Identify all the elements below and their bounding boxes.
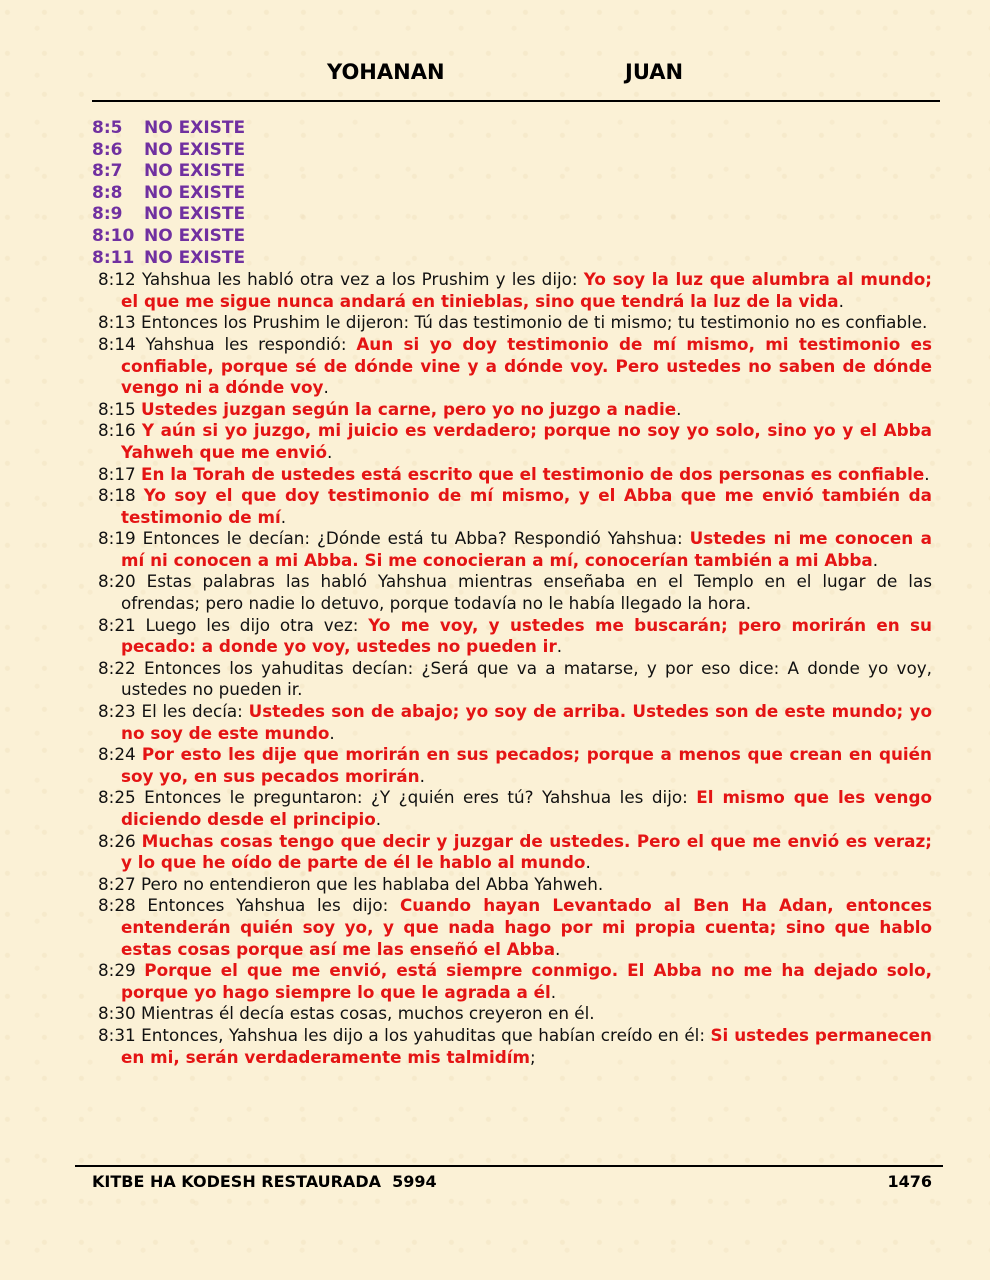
scripture-body bbox=[92, 118, 932, 1068]
verse-words-of-yahshua: Y aún si yo juzgo, mi juicio es verdadero; porque no soy yo solo, sino yo y el Abba Yahweh que me envió bbox=[121, 420, 932, 462]
verse-punctuation: . bbox=[550, 981, 557, 1002]
verse-punctuation: . bbox=[419, 765, 425, 786]
verse-note: NO EXISTE bbox=[144, 161, 246, 182]
verse-narration: 8:22 Entonces los yahuditas decían: ¿Será que va a matarse, y por eso dice: A donde yo voy, ustedes no pueden ir. bbox=[98, 657, 932, 700]
verse-no-existe bbox=[92, 226, 932, 248]
verse-words-of-yahshua: Cuando hayan Levantado al Ben Ha Adan, entonces entenderán quién soy yo, y que nada hago por mi propia cuenta; sino que hablo estas cosas porque así me las enseñó el Abba bbox=[121, 895, 932, 959]
verse-punctuation: . bbox=[280, 506, 287, 527]
footer-rule bbox=[75, 1165, 943, 1167]
verse-no-existe bbox=[92, 118, 932, 140]
verse-punctuation: . bbox=[676, 398, 682, 419]
footer-edition-title: KITBE HA KODESH RESTAURADA 5994 bbox=[92, 1172, 437, 1191]
verse-no-existe bbox=[92, 161, 932, 183]
verse-narration: 8:26 bbox=[98, 830, 142, 851]
verse-narration: 8:31 Entonces, Yahshua les dijo a los yahuditas que habían creído en él: bbox=[98, 1024, 711, 1045]
verse-punctuation: . bbox=[556, 636, 563, 657]
verse-8-20 bbox=[92, 571, 932, 614]
verse-8-14 bbox=[92, 334, 932, 399]
header-rule bbox=[92, 100, 940, 102]
verse-ref: 8:11 bbox=[92, 247, 135, 268]
verse-narration: 8:14 Yahshua les respondió: bbox=[98, 333, 357, 354]
verse-8-18 bbox=[92, 485, 932, 528]
verse-words-of-yahshua: Ustedes son de abajo; yo soy de arriba. Ustedes son de este mundo; yo no soy de este mundo bbox=[121, 701, 932, 743]
verse-words-of-yahshua: En la Torah de ustedes está escrito que el testimonio de dos personas es confiable bbox=[141, 463, 925, 484]
verse-words-of-yahshua: Yo soy la luz que alumbra al mundo; el que me sigue nunca andará en tinieblas, sino que tendrá la luz de la vida bbox=[121, 269, 932, 311]
verse-narration: 8:17 bbox=[98, 463, 142, 484]
verse-8-28 bbox=[92, 895, 932, 960]
verse-words-of-yahshua: Muchas cosas tengo que decir y juzgar de ustedes. Pero el que me envió es veraz; y lo que he oído de parte de él le hablo al mundo bbox=[121, 830, 932, 873]
verse-note: NO EXISTE bbox=[144, 204, 246, 225]
verse-narration: 8:27 Pero no entendieron que les hablaba del Abba Yahweh. bbox=[98, 873, 604, 894]
verse-words-of-yahshua: Yo me voy, y ustedes me buscarán; pero morirán en su pecado: a donde yo voy, ustedes no pueden ir bbox=[121, 614, 932, 657]
verse-punctuation: . bbox=[375, 809, 382, 829]
verse-8-15 bbox=[92, 399, 932, 421]
verse-narration: 8:19 Entonces le decían: ¿Dónde está tu Abba? Respondió Yahshua: bbox=[98, 528, 690, 549]
verse-narration: 8:12 Yahshua les habló otra vez a los Prushim y les dijo: bbox=[98, 269, 584, 290]
verse-note: NO EXISTE bbox=[144, 118, 246, 138]
verse-no-existe bbox=[92, 140, 932, 162]
verse-8-21 bbox=[92, 615, 932, 658]
verse-8-30 bbox=[92, 1003, 932, 1025]
verse-8-19 bbox=[92, 528, 932, 571]
verse-narration: 8:18 bbox=[98, 485, 144, 506]
verse-no-existe bbox=[92, 204, 932, 226]
verse-punctuation: . bbox=[924, 463, 930, 484]
page-number: 1476 bbox=[887, 1172, 932, 1191]
verse-8-16 bbox=[92, 420, 932, 463]
verse-8-22 bbox=[92, 658, 932, 701]
verse-ref: 8:10 bbox=[92, 225, 135, 246]
verse-punctuation: ; bbox=[530, 1046, 536, 1067]
verse-8-13 bbox=[92, 312, 932, 334]
verse-note: NO EXISTE bbox=[144, 182, 246, 203]
page-footer bbox=[92, 1172, 932, 1194]
verse-words-of-yahshua: Aun si yo doy testimonio de mí mismo, mi testimonio es confiable, porque sé de dónde vine y a dónde voy. Pero ustedes no saben de dónde vengo ni a dónde voy bbox=[121, 333, 933, 398]
verse-narration: 8:13 Entonces los Prushim le dijeron: Tú das testimonio de ti mismo; tu testimonio no es confiable. bbox=[98, 312, 928, 333]
verse-narration: 8:24 bbox=[98, 744, 142, 765]
verse-narration: 8:29 bbox=[98, 960, 145, 981]
verse-narration: 8:16 bbox=[98, 420, 142, 441]
verse-narration: 8:25 Entonces le preguntaron: ¿Y ¿quién eres tú? Yahshua les dijo: bbox=[98, 787, 697, 808]
verse-no-existe bbox=[92, 183, 932, 205]
verse-8-25 bbox=[92, 787, 932, 830]
verse-8-26 bbox=[92, 831, 932, 874]
verse-punctuation: . bbox=[323, 377, 329, 398]
verse-punctuation: . bbox=[555, 938, 561, 959]
verse-narration: 8:15 bbox=[98, 398, 142, 419]
header-book-spanish: JUAN bbox=[625, 60, 684, 84]
verse-8-12 bbox=[92, 269, 932, 312]
verse-8-29 bbox=[92, 960, 932, 1003]
verse-ref: 8:6 bbox=[92, 139, 123, 160]
verse-8-24 bbox=[92, 744, 932, 787]
verse-narration: 8:30 Mientras él decía estas cosas, muchos creyeron en él. bbox=[98, 1003, 595, 1024]
verse-no-existe bbox=[92, 248, 932, 270]
verse-note: NO EXISTE bbox=[144, 225, 246, 246]
verse-note: NO EXISTE bbox=[144, 139, 246, 160]
verse-ref: 8:5 bbox=[92, 118, 123, 138]
verse-narration: 8:21 Luego les dijo otra vez: bbox=[98, 614, 369, 635]
verse-8-17 bbox=[92, 464, 932, 486]
verse-narration: 8:28 Entonces Yahshua les dijo: bbox=[98, 895, 400, 916]
verse-punctuation: . bbox=[872, 549, 879, 570]
verse-ref: 8:8 bbox=[92, 182, 123, 203]
verse-narration: 8:23 El les decía: bbox=[98, 701, 249, 722]
verse-8-31 bbox=[92, 1025, 932, 1068]
page-header bbox=[92, 60, 940, 90]
verse-words-of-yahshua: Ustedes ni me conocen a mí ni conocen a mi Abba. Si me conocieran a mí, conocerían también a mi Abba bbox=[121, 528, 933, 570]
verse-punctuation: . bbox=[585, 852, 591, 873]
verse-words-of-yahshua: Yo soy el que doy testimonio de mí mismo, y el Abba que me envió también da testimonio de mí bbox=[121, 485, 932, 527]
verse-ref: 8:9 bbox=[92, 204, 123, 225]
verse-punctuation: . bbox=[329, 722, 335, 743]
verse-narration: 8:20 Estas palabras las habló Yahshua mientras enseñaba en el Templo en el lugar de las ofrendas; pero nadie lo detuvo, porque todavía no le había llegado la hora. bbox=[98, 571, 932, 614]
header-book-hebrew: YOHANAN bbox=[327, 60, 445, 84]
verse-note: NO EXISTE bbox=[144, 247, 246, 268]
verse-punctuation: . bbox=[838, 290, 844, 311]
verse-words-of-yahshua: Por esto les dije que morirán en sus pecados; porque a menos que crean en quién soy yo, en sus pecados morirán bbox=[121, 744, 932, 786]
verse-8-27 bbox=[92, 874, 932, 896]
verse-words-of-yahshua: Si ustedes permanecen en mi, serán verdaderamente mis talmidím bbox=[121, 1024, 933, 1067]
verse-ref: 8:7 bbox=[92, 161, 123, 182]
verse-8-23 bbox=[92, 701, 932, 744]
verse-words-of-yahshua: Porque el que me envió, está siempre conmigo. El Abba no me ha dejado solo, porque yo hago siempre lo que le agrada a él bbox=[121, 960, 932, 1002]
verse-punctuation: . bbox=[327, 441, 333, 462]
verse-words-of-yahshua: El mismo que les vengo diciendo desde el principio bbox=[121, 787, 932, 829]
verse-words-of-yahshua: Ustedes juzgan según la carne, pero yo no juzgo a nadie bbox=[141, 398, 677, 419]
